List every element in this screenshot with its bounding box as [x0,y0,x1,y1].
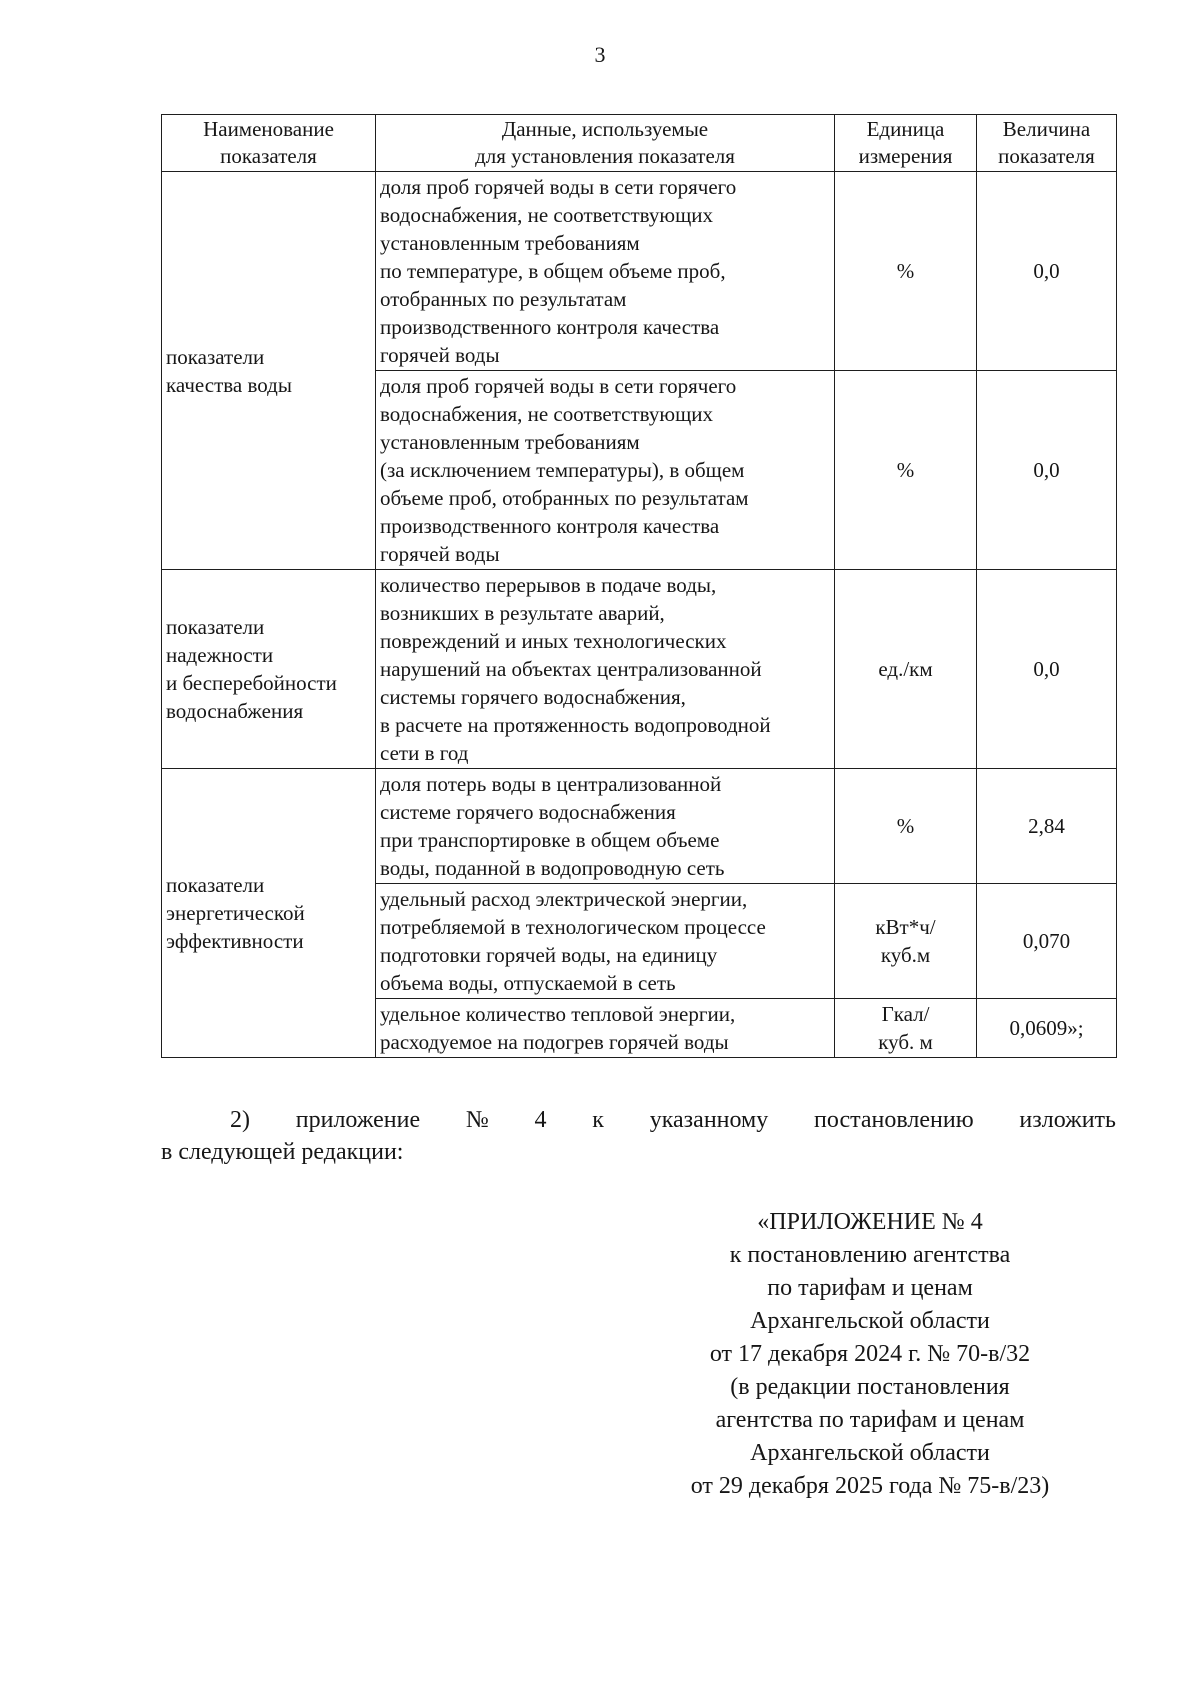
indicator-data-line: при транспортировке в общем объеме [380,828,720,852]
paragraph-word: 2) [230,1107,250,1133]
indicator-value: 0,070 [977,884,1117,999]
paragraph-word: 4 [534,1107,547,1133]
indicator-data-line: удельный расход электрической энергии, [380,887,748,911]
indicator-data-line: удельное количество тепловой энергии, [380,1002,736,1026]
indicator-group-name [162,769,376,1058]
indicator-group-name-line: качества воды [166,372,292,397]
indicator-unit: % [835,769,977,884]
paragraph-word: изложить [1019,1107,1116,1133]
indicator-group-name-line: водоснабжения [166,699,304,723]
indicator-data-line: возникших в результате аварий, [380,601,665,625]
appendix-heading-block [620,1206,1120,1503]
indicator-data-line: доля проб горячей воды в сети горячего [380,374,737,398]
indicator-unit: ед./км [835,570,977,769]
indicator-group-name-line: показатели [166,873,265,897]
indicator-data-line: количество перерывов в подаче воды, [380,573,717,597]
appendix-heading-line: по тарифам и ценам [767,1275,973,1301]
table-header [162,115,1117,172]
appendix-heading-line: «ПРИЛОЖЕНИЕ № 4 [757,1209,983,1235]
indicator-data-line: производственного контроля качества [380,514,720,538]
paragraph-word: постановлению [814,1107,974,1133]
table-row [162,172,1117,371]
indicator-value: 0,0609»; [977,999,1117,1058]
table-row [162,769,1117,884]
indicator-data-line: системе горячего водоснабжения [380,800,676,824]
appendix-heading-line: к постановлению агентства [729,1242,1011,1268]
indicator-data-line: производственного контроля качества [380,315,720,339]
paragraph-line-1 [161,1104,1116,1136]
indicator-data-description [376,172,835,371]
indicator-group-name-line: эффективности [166,929,304,953]
indicator-data-line: потребляемой в технологическом процессе [380,915,766,939]
appendix-heading-line: (в редакции постановления [730,1374,1010,1400]
indicator-group-name-line: и бесперебойности [166,671,337,695]
appendix-heading-line: Архангельской области [750,1308,990,1334]
indicator-unit: кВт*ч/ куб.м [835,884,977,999]
header-value: Величина показателя [977,115,1117,172]
indicator-value: 0,0 [977,570,1117,769]
paragraph-word: указанному [649,1107,769,1133]
indicator-data-line: системы горячего водоснабжения, [380,685,686,709]
indicator-group-name-line: надежности [166,643,274,667]
indicator-data-line: установленным требованиям [380,231,640,255]
indicator-value: 2,84 [977,769,1117,884]
paragraph-word: приложение [295,1107,421,1133]
indicator-data-line: сети в год [380,741,469,765]
indicator-data-line: доля потерь воды в централизованной [380,772,722,796]
indicator-group-name [162,172,376,570]
indicator-data-line: установленным требованиям [380,430,640,454]
paragraph-word: к [592,1107,604,1133]
indicator-group-name-line: показатели [166,344,265,369]
indicator-data-line: подготовки горячей воды, на единицу [380,943,718,967]
appendix-heading-line: агентства по тарифам и ценам [715,1407,1025,1433]
indicator-data-line: горячей воды [380,542,500,566]
table-row [162,570,1117,769]
indicator-value: 0,0 [977,371,1117,570]
paragraph-word: № [465,1107,489,1133]
indicator-data-line: повреждений и иных технологических [380,629,727,653]
indicator-group-name-line: показатели [166,615,265,639]
indicator-data-description [376,570,835,769]
indicator-data-line: водоснабжения, не соответствующих [380,203,713,227]
indicator-group-name-line: энергетической [166,901,305,925]
paragraph-line-2: в следующей редакции: [161,1139,404,1165]
indicator-data-line: (за исключением температуры), в общем [380,458,745,482]
appendix-heading-line: от 17 декабря 2024 г. № 70-в/32 [709,1341,1031,1367]
indicator-data-description [376,769,835,884]
indicator-unit: % [835,371,977,570]
amendment-paragraph [161,1104,1116,1168]
page-number: 3 [594,42,606,67]
indicator-data-description [376,371,835,570]
indicator-value: 0,0 [977,172,1117,371]
header-unit: Единица измерения [835,115,977,172]
appendix-heading-line: от 29 декабря 2025 года № 75-в/23) [690,1473,1050,1499]
indicator-unit: Гкал/ куб. м [835,999,977,1058]
indicator-data-line: воды, поданной в водопроводную сеть [380,856,725,880]
indicator-data-line: отобранных по результатам [380,287,627,311]
indicator-data-line: в расчете на протяженность водопроводной [380,713,771,737]
table-body [162,172,1117,1058]
indicator-group-name [162,570,376,769]
appendix-heading-line: Архангельской области [750,1440,990,1466]
header-indicator-data: Данные, используемые для установления показателя [376,115,835,172]
indicator-data-line: горячей воды [380,343,500,367]
indicator-data-description [376,884,835,999]
indicator-data-line: объема воды, отпускаемой в сеть [380,971,676,995]
indicator-data-line: доля проб горячей воды в сети горячего [380,175,737,199]
table-header-row [162,115,1117,172]
indicators-table [161,114,1117,1058]
indicator-unit: % [835,172,977,371]
header-indicator-name: Наименование показателя [162,115,376,172]
indicator-data-line: нарушений на объектах централизованной [380,657,762,681]
indicator-data-line: по температуре, в общем объеме проб, [380,259,726,283]
indicator-data-description [376,999,835,1058]
indicator-data-line: водоснабжения, не соответствующих [380,402,713,426]
indicator-data-line: объеме проб, отобранных по результатам [380,486,749,510]
indicator-data-line: расходуемое на подогрев горячей воды [380,1030,729,1054]
